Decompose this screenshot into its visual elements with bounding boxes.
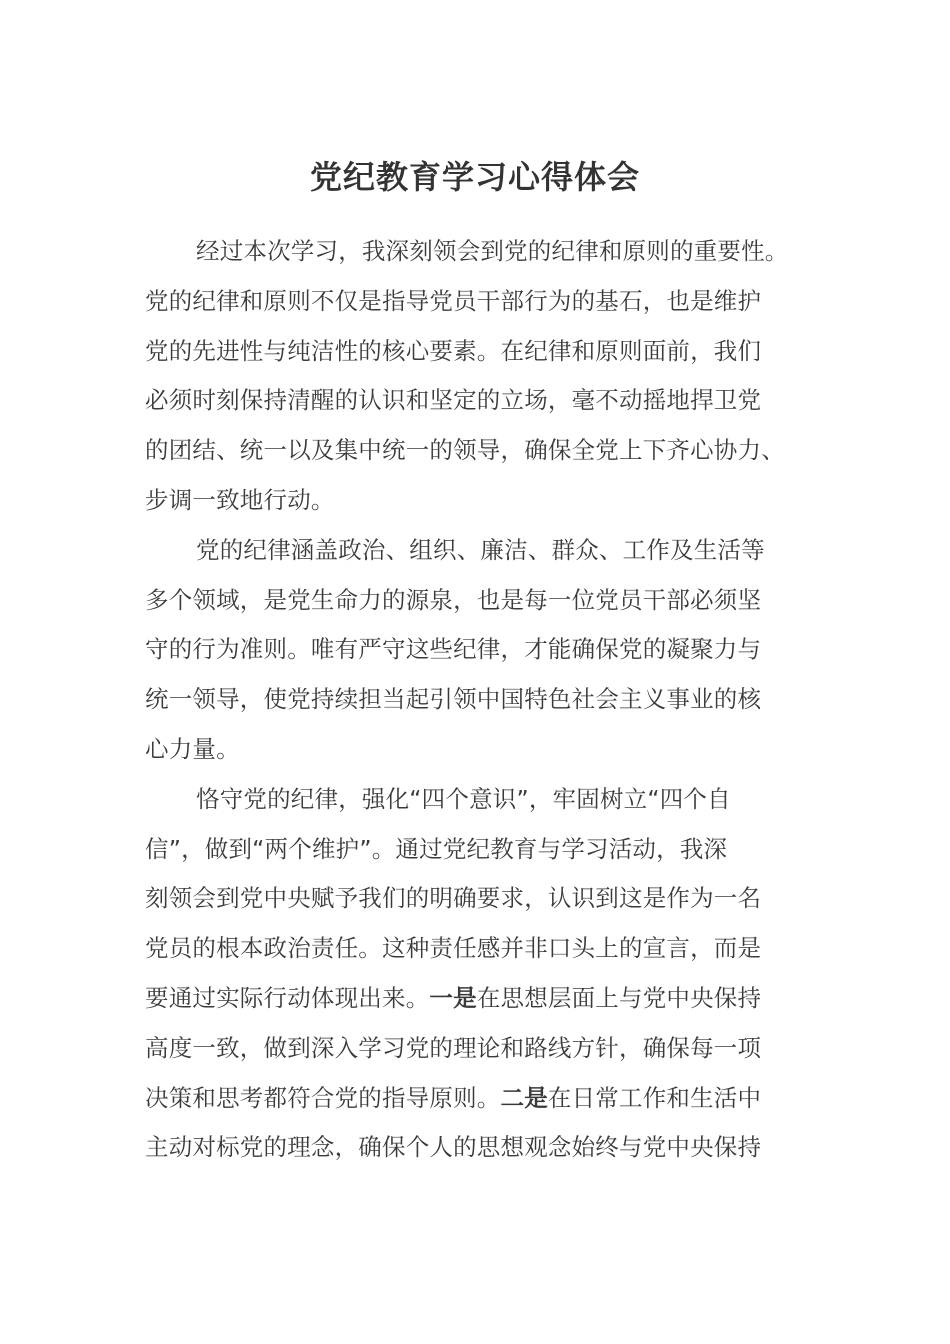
paragraph-1-line-5: 的团结、统一以及集中统一的领导，确保全党上下齐心协力、 [145,436,785,465]
line-text: 在思想层面上与党中央保持 [476,983,762,1012]
paragraph-2-line-4: 统一领导，使党持续担当起引领中国特色社会主义事业的核 [145,685,762,714]
paragraph-2-line-3: 守的行为准则。唯有严守这些纪律，才能确保党的凝聚力与 [145,635,762,664]
paragraph-3-line-1: 恪守党的纪律，强化“四个意识”，牢固树立“四个自 [196,784,731,813]
paragraph-1-line-1: 经过本次学习，我深刻领会到党的纪律和原则的重要性。 [196,237,789,265]
paragraph-3-line-5 [145,974,805,1024]
paragraph-3-line-4: 党员的根本政治责任。这种责任感并非口头上的宣言，而是 [145,934,762,963]
paragraph-1-line-3: 党的先进性与纯洁性的核心要素。在纪律和原则面前，我们 [145,336,762,365]
paragraph-1-line-4: 必须时刻保持清醒的认识和坚定的立场，毫不动摇地捍卫党 [145,386,762,415]
paragraph-3-line-2: 信”，做到“两个维护”。通过党纪教育与学习活动，我深 [145,834,728,863]
paragraph-1-line-2: 党的纪律和原则不仅是指导党员干部行为的基石，也是维护 [145,286,762,315]
paragraph-2-line-5: 心力量。 [145,734,240,763]
paragraph-3-line-3: 刻领会到党中央赋予我们的明确要求，认识到这是作为一名 [145,884,762,913]
paragraph-3-line-8: 主动对标党的理念，确保个人的思想观念始终与党中央保持 [145,1133,762,1162]
line-text: 要通过实际行动体现出来。 [145,983,430,1012]
emphasis-second: 二是 [500,1083,548,1112]
paragraph-2-line-2: 多个领域，是党生命力的源泉，也是每一位党员干部必须坚 [145,585,762,614]
paragraph-1-line-6: 步调一致地行动。 [145,485,335,514]
line-text: 在日常工作和生活中 [547,1083,762,1112]
document-title: 党纪教育学习心得体会 [309,158,640,196]
paragraph-2-line-1: 党的纪律涵盖政治、组织、廉洁、群众、工作及生活等 [196,535,765,564]
paragraph-3-line-6: 高度一致，做到深入学习党的理论和路线方针，确保每一项 [145,1033,762,1062]
line-text: 决策和思考都符合党的指导原则。 [145,1083,501,1112]
document-body [145,227,805,1173]
emphasis-first: 一是 [429,983,477,1012]
paragraph-3-line-7 [145,1074,805,1124]
